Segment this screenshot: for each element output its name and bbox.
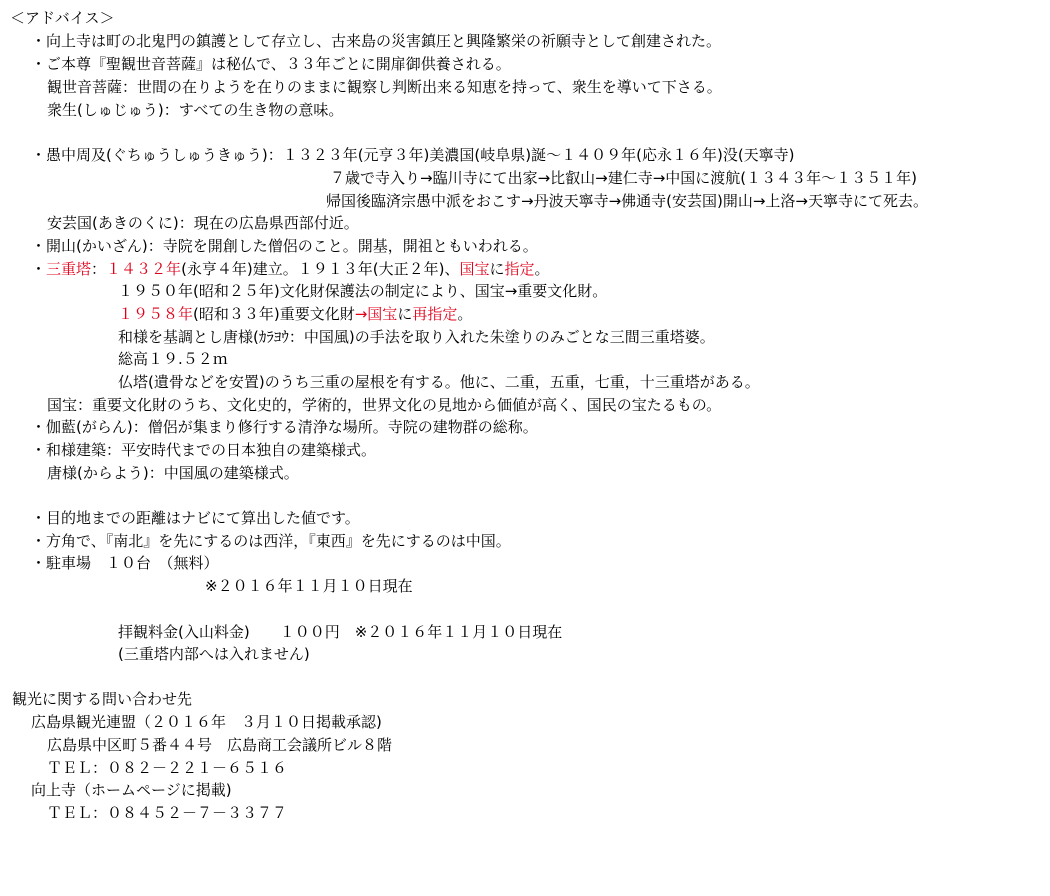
note-admission-fee	[118, 622, 562, 642]
note-kokuho-definition	[47, 395, 721, 415]
text-segment: 広島県中区町５番４４号 広島商工会議所ビル８階	[47, 736, 393, 754]
contact-tourism-league-phone	[47, 758, 287, 778]
highlight-text: １９５８年	[118, 305, 194, 323]
contact-heading	[12, 689, 192, 709]
text-segment: ・伽藍(がらん)：僧侶が集まり修行する清浄な場所。寺院の建物群の総称。	[31, 418, 538, 436]
text-segment: 帰国後臨済宗愚中派をおこす→丹波天寧寺→佛通寺(安芸国)開山→上洛→天寧寺にて死去。	[326, 192, 928, 210]
note-admission-restriction	[118, 644, 310, 664]
text-segment: 。	[534, 260, 550, 278]
text-segment: (昭和３３年)重要文化財	[193, 305, 355, 323]
text-segment: ：	[91, 260, 107, 278]
contact-tourism-league	[31, 712, 382, 732]
text-segment: 和様を基調とし唐様(ｶﾗﾖｳ：中国風)の手法を取り入れた朱塗りのみごとな三間三重塔婆。	[118, 328, 715, 346]
text-segment: ・ご本尊『聖観世音菩薩』は秘仏で、３３年ごとに開扉御供養される。	[31, 55, 511, 73]
text-segment: (三重塔内部へは入れません)	[118, 645, 310, 663]
text-segment: 総高１９.５２ｍ	[118, 350, 228, 368]
note-sanjunoto-1950	[118, 281, 607, 301]
text-segment: 仏塔(遺骨などを安置)のうち三重の屋根を有する。他に、二重，五重，七重，十三重塔がある。	[118, 373, 760, 391]
text-segment: ・方角で、『南北』を先にするのは西洋，『東西』を先にするのは中国。	[31, 532, 511, 550]
note-kanzeon-definition	[47, 77, 722, 97]
highlight-text: １４３２年	[106, 260, 182, 278]
note-honzon	[31, 54, 511, 74]
text-segment: 安芸国(あきのくに)：現在の広島県西部付近。	[47, 214, 359, 232]
text-segment: ７歳で寺入り→臨川寺にて出家→比叡山→建仁寺→中国に渡航(１３４３年～１３５１年)	[330, 169, 917, 187]
note-aki-no-kuni	[47, 213, 359, 233]
text-segment: 広島県観光連盟（２０１６年 ３月１０日掲載承認)	[31, 713, 382, 731]
text-segment: ＜アドバイス＞	[10, 9, 115, 27]
text-segment: 。	[457, 305, 473, 323]
text-segment: (永亨４年)建立。１９１３年(大正２年)、	[181, 260, 460, 278]
note-karayou	[47, 463, 299, 483]
note-kojoji-founding	[31, 31, 721, 51]
text-segment: ・愚中周及(ぐちゅうしゅうきゅう)：１３２３年(元亨３年)美濃国(岐阜県)誕～１４０９年(応永１６年)没(天寧寺)	[31, 146, 795, 164]
text-segment: ・和様建築：平安時代までの日本独自の建築様式。	[31, 441, 377, 459]
heading-advice	[10, 8, 115, 28]
note-parking-date	[205, 576, 413, 596]
text-segment: 唐様(からよう)：中国風の建築様式。	[47, 464, 299, 482]
text-segment: 向上寺（ホームページに掲載)	[31, 781, 232, 799]
text-segment: ・向上寺は町の北鬼門の鎮護として存立し、古来島の災害鎮圧と興隆繁栄の祈願寺として創建された。	[31, 32, 722, 50]
note-kaizan	[31, 236, 538, 256]
text-segment: ・開山(かいざん)：寺院を開創した僧侶のこと。開基，開祖ともいわれる。	[31, 237, 538, 255]
note-sanjunoto	[31, 259, 550, 279]
contact-kojoji-phone	[47, 803, 287, 823]
text-segment: 観光に関する問い合わせ先	[12, 690, 193, 708]
text-segment: １９５０年(昭和２５年)文化財保護法の制定により、国宝→重要文化財。	[118, 282, 608, 300]
contact-kojoji	[31, 780, 232, 800]
note-sanjunoto-height	[118, 349, 228, 369]
text-segment: ・目的地までの距離はナビにて算出した値です。	[31, 509, 360, 527]
note-garan	[31, 417, 538, 437]
note-parking	[31, 553, 219, 573]
text-segment: ※２０１６年１１月１０日現在	[205, 577, 413, 595]
text-segment: 衆生(しゅじゅう)：すべての生き物の意味。	[47, 101, 344, 119]
text-segment: ・駐車場 １０台 （無料）	[31, 554, 219, 572]
note-guchu-shukyu	[31, 145, 795, 165]
text-segment: 観世音菩薩：世間の在りようを在りのままに観察し判断出来る知恵を持って、衆生を導いて下さる。	[47, 78, 722, 96]
text-segment: ＴＥＬ：０８２－２２１－６５１６	[47, 759, 288, 777]
text-segment: 拝観料金(入山料金) １００円 ※２０１６年１１月１０日現在	[118, 623, 563, 641]
note-distance	[31, 508, 360, 528]
note-guchu-shukyu-cont-1	[330, 168, 917, 188]
highlight-text: 指定	[504, 260, 535, 278]
highlight-text: →国宝	[354, 305, 398, 323]
text-segment: に	[489, 260, 505, 278]
highlight-text: 国宝	[459, 260, 490, 278]
note-guchu-shukyu-cont-2	[326, 191, 928, 211]
text-segment: 国宝：重要文化財のうち、文化史的，学術的，世界文化の見地から価値が高く、国民の宝たるもの。	[47, 396, 722, 414]
text-segment: ＴＥＬ：０８４５２－７－３３７７	[47, 804, 288, 822]
note-direction	[31, 531, 511, 551]
note-sanjunoto-1958	[118, 304, 472, 324]
text-segment: ・	[31, 260, 47, 278]
text-segment: に	[397, 305, 413, 323]
contact-tourism-league-address	[47, 735, 392, 755]
highlight-text: 三重塔	[46, 260, 92, 278]
note-sanjunoto-style	[118, 327, 715, 347]
note-wayou	[31, 440, 376, 460]
highlight-text: 再指定	[412, 305, 458, 323]
note-butto	[118, 372, 760, 392]
note-shujo-definition	[47, 100, 343, 120]
